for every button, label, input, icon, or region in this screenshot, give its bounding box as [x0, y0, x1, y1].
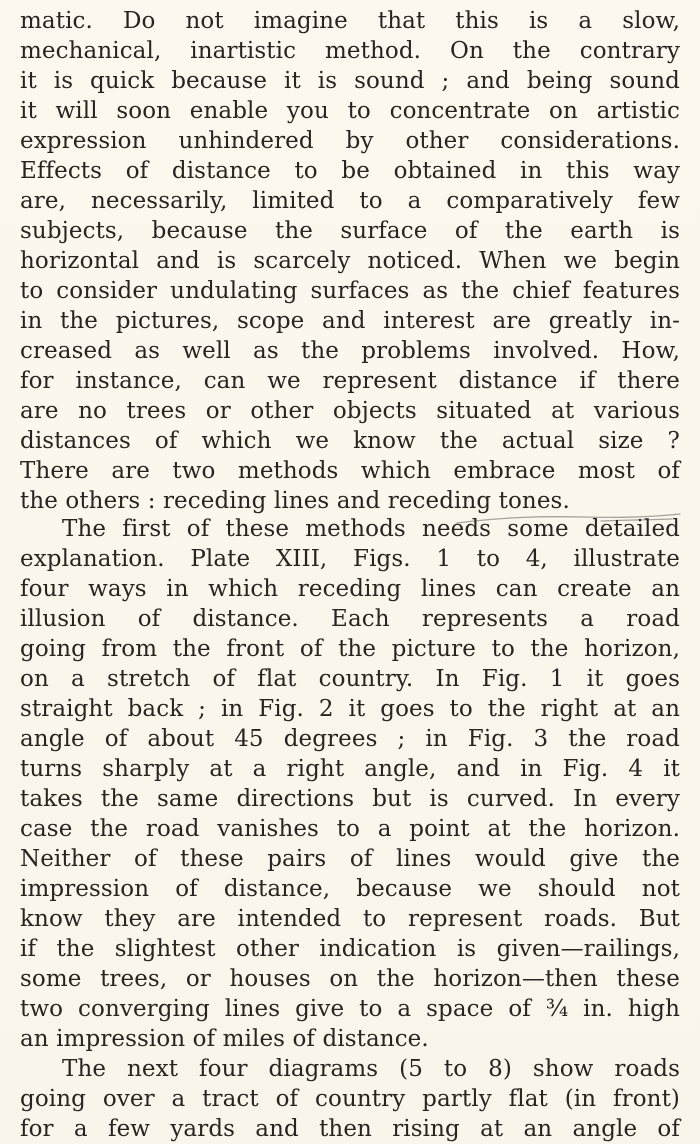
text-line: subjects, because the surface of the earth is [20, 218, 680, 244]
text-line: case the road vanishes to a point at the horizon. [20, 816, 680, 842]
text-line: on a stretch of flat country. In Fig. 1 it goes [20, 666, 680, 692]
text-line: are no trees or other objects situated at various [20, 398, 680, 424]
text-line: impression of distance, because we should not [20, 876, 680, 902]
text-line: two converging lines give to a space of ¾ in. high [20, 996, 680, 1022]
paragraph-start-line: The next four diagrams (5 to 8) show roads [62, 1056, 680, 1082]
text-line: illusion of distance. Each represents a road [20, 606, 680, 632]
text-line: for instance, can we represent distance if there [20, 368, 680, 394]
text-line: Effects of distance to be obtained in this way [20, 158, 680, 184]
text-line: to consider undulating surfaces as the chief features [20, 278, 680, 304]
text-line: creased as well as the problems involved. How, [20, 338, 680, 364]
text-line: expression unhindered by other considerations. [20, 128, 680, 154]
paragraph-start-line: The first of these methods needs some detailed [62, 516, 680, 542]
text-line: in the pictures, scope and interest are greatly in- [20, 308, 680, 334]
text-line: straight back ; in Fig. 2 it goes to the right at an [20, 696, 680, 722]
text-line: for a few yards and then rising at an angle of [20, 1116, 680, 1142]
text-line: if the slightest other indication is given—railings, [20, 936, 680, 962]
text-line: going over a tract of country partly flat (in front) [20, 1086, 680, 1112]
text-line: going from the front of the picture to the horizon, [20, 636, 680, 662]
text-line: it will soon enable you to concentrate on artistic [20, 98, 680, 124]
text-line: There are two methods which embrace most of [20, 458, 680, 484]
text-line: four ways in which receding lines can create an [20, 576, 680, 602]
text-line: takes the same directions but is curved. In every [20, 786, 680, 812]
text-line: know they are intended to represent roads. But [20, 906, 680, 932]
text-line: horizontal and is scarcely noticed. When we begin [20, 248, 680, 274]
text-line: Neither of these pairs of lines would give the [20, 846, 680, 872]
text-line: angle of about 45 degrees ; in Fig. 3 the road [20, 726, 680, 752]
text-line: distances of which we know the actual size ? [20, 428, 680, 454]
text-line: explanation. Plate XIII, Figs. 1 to 4, illustrate [20, 546, 680, 572]
text-line: it is quick because it is sound ; and being sound [20, 68, 680, 94]
text-line: mechanical, inartistic method. On the contrary [20, 38, 680, 64]
text-line: some trees, or houses on the horizon—then these [20, 966, 680, 992]
text-line: an impression of miles of distance. [20, 1026, 429, 1052]
text-line: are, necessarily, limited to a comparatively few [20, 188, 680, 214]
text-line: turns sharply at a right angle, and in Fig. 4 it [20, 756, 680, 782]
text-line: matic. Do not imagine that this is a slow, [20, 8, 680, 34]
text-line: the others : receding lines and receding tones. [20, 488, 570, 514]
